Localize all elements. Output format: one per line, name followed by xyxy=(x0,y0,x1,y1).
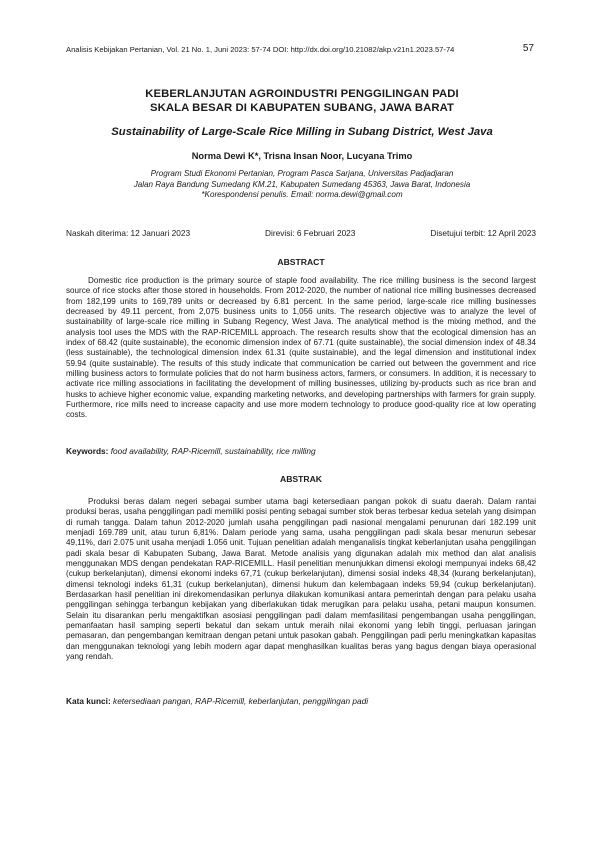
kata-kunci-values: ketersediaan pangan, RAP-Ricemill, keberlanjutan, penggilingan padi xyxy=(113,696,369,706)
citation-line: Analisis Kebijakan Pertanian, Vol. 21 No. 1, Juni 2023: 57-74 DOI: http://dx.doi.org/10.21082/akp.v21n1.2023.57-74 xyxy=(66,45,455,54)
authors: Norma Dewi K*, Trisna Insan Noor, Lucyana Trimo xyxy=(191,151,413,161)
kata-kunci-label: Kata kunci: xyxy=(66,696,111,706)
abstract-keywords xyxy=(66,446,536,456)
affiliation-line-3: *Korespondensi penulis. Email: norma.dewi@gmail.com xyxy=(201,190,403,199)
affiliation xyxy=(60,169,544,201)
manuscript-dates xyxy=(66,228,536,238)
date-revised: Direvisi: 6 Februari 2023 xyxy=(265,228,356,238)
keywords-label: Keywords: xyxy=(66,446,109,456)
date-received: Naskah diterima: 12 Januari 2023 xyxy=(66,228,191,238)
abstract-heading: ABSTRACT xyxy=(277,257,325,267)
abstrak-keywords xyxy=(66,696,536,706)
paper-title-line-2: SKALA BESAR DI KABUPATEN SUBANG, JAWA BARAT xyxy=(149,102,455,114)
title-block xyxy=(60,87,544,201)
paper-title-line-1: KEBERLANJUTAN AGROINDUSTRI PENGGILINGAN PADI xyxy=(145,88,459,100)
date-accepted: Disetujui terbit: 12 April 2023 xyxy=(430,228,536,238)
abstrak-text: Produksi beras dalam negeri sebagai sumber utama bagi ketersediaan pangan pokok di suatu daerah. Dalam rantai produksi beras, usaha penggilingan padi memiliki posisi penting sebagai sumber stok beras terbesar kedua setelah yang disimpan di rumah tangga. Dalam tahun 2012-2020 jumlah usaha penggilingan padi nasional mengalami penurunan dari 182.199 unit menjadi 169.789 unit, atau turun 6,81%. Dalam periode yang sama, usaha penggilingan padi skala besar menurun sebesar 49,11%, dari 2.075 unit usaha menjadi 1.056 unit. Tujuan penelitian adalah menganalisis tingkat keberlanjutan usaha penggilingan padi skala besar di Kabupaten Subang, Jawa Barat. Metode analisis yang digunakan adalah mix method dan alat analisis menggunakan MDS dengan pendekatan RAP-RICEMILL. Hasil penelitian menunjukkan dimensi ekologi mempunyai indeks 68,42 (cukup berkelanjutan), dimensi ekonomi indeks 67,71 (cukup berkelanjutan), dimensi sosial indeks 48,34 (kurang berkelanjutan), dimensi teknologi indeks 61,31 (cukup berkelanjutan), dimensi hukum dan kelembagaan indeks 59,94 (cukup berkelanjutan). Berdasarkan hasil penelitian ini direkomendasikan perlunya dilakukan komunikasi antara pemerintah dengan para pelaku usaha penggilingan sehingga terbangun kebijakan yang diberlakukan tidak merugikan para pelaku usaha, petani maupun konsumen. Selain itu disarankan perlu mengaktifkan asosiasi penggilingan padi dalam memfasilitasi pengembangan usaha penggilingan, pemanfaatan hasil samping seperti bekatul dan sekam untuk meraih nilai ekonomi yang lebih tinggi, perluasan jaringan pemasaran, dan pengembangan kemitraan dengan petani untuk pasokan gabah. Penggilingan padi perlu meningkatkan kapasitas dan menggunakan teknologi yang lebih modern agar dapat menghasilkan kualitas beras yang bagus dengan biaya operasional yang rendah. xyxy=(66,497,536,662)
running-header xyxy=(66,45,536,54)
keywords-values: food availability, RAP-Ricemill, sustainability, rice milling xyxy=(110,446,316,456)
paper-title-english: Sustainability of Large-Scale Rice Milling in Subang District, West Java xyxy=(111,126,493,138)
abstract-text: Domestic rice production is the primary source of staple food availability. The rice milling business is the second largest source of rice stocks after those stored in households. From 2012-2020, the number of national rice milling businesses decreased from 182,199 units to 169,789 units or decreased by 6.81 percent. In the same period, large-scale rice milling businesses decreased by 49.11 percent, from 2,075 business units to 1,056 units. The research objective was to analyze the level of sustainability of large-scale rice milling in Subang Regency, West Java. The analytical method is the mixing method, and the analysis tool uses the MDS with the RAP-RICEMILL approach. The research results show that the ecological dimension has an index of 68.42 (quite sustainable), the economic dimension index of 67.71 (quite sustainable), the social dimension index of 48.34 (less sustainable), the technological dimension index 61.31 (quite sustainable), and the legal dimension and institutional index 59.94 (quite sustainable). The results of this study indicate that communication be carried out between the government and rice milling business actors to formulate policies that do not harm business actors, farmers, or consumers. In addition, it is necessary to activate rice milling associations in facilitating the development of milling businesses, utilizing by-products such as rice bran and husks to achieve higher economic value, expanding marketing networks, and developing partnerships with farmers for grain supply. Furthermore, rice mills need to increase capacity and use more modern technology to produce good-quality rice at low operating costs. xyxy=(66,276,536,420)
page-number: 57 xyxy=(522,43,534,54)
affiliation-line-2: Jalan Raya Bandung Sumedang KM.21, Kabupaten Sumedang 45363, Jawa Barat, Indonesia xyxy=(133,179,471,189)
abstrak-heading: ABSTRAK xyxy=(279,474,322,484)
affiliation-line-1: Program Studi Ekonomi Pertanian, Program Pasca Sarjana, Universitas Padjadjaran xyxy=(150,169,454,178)
paper-title xyxy=(60,87,544,115)
